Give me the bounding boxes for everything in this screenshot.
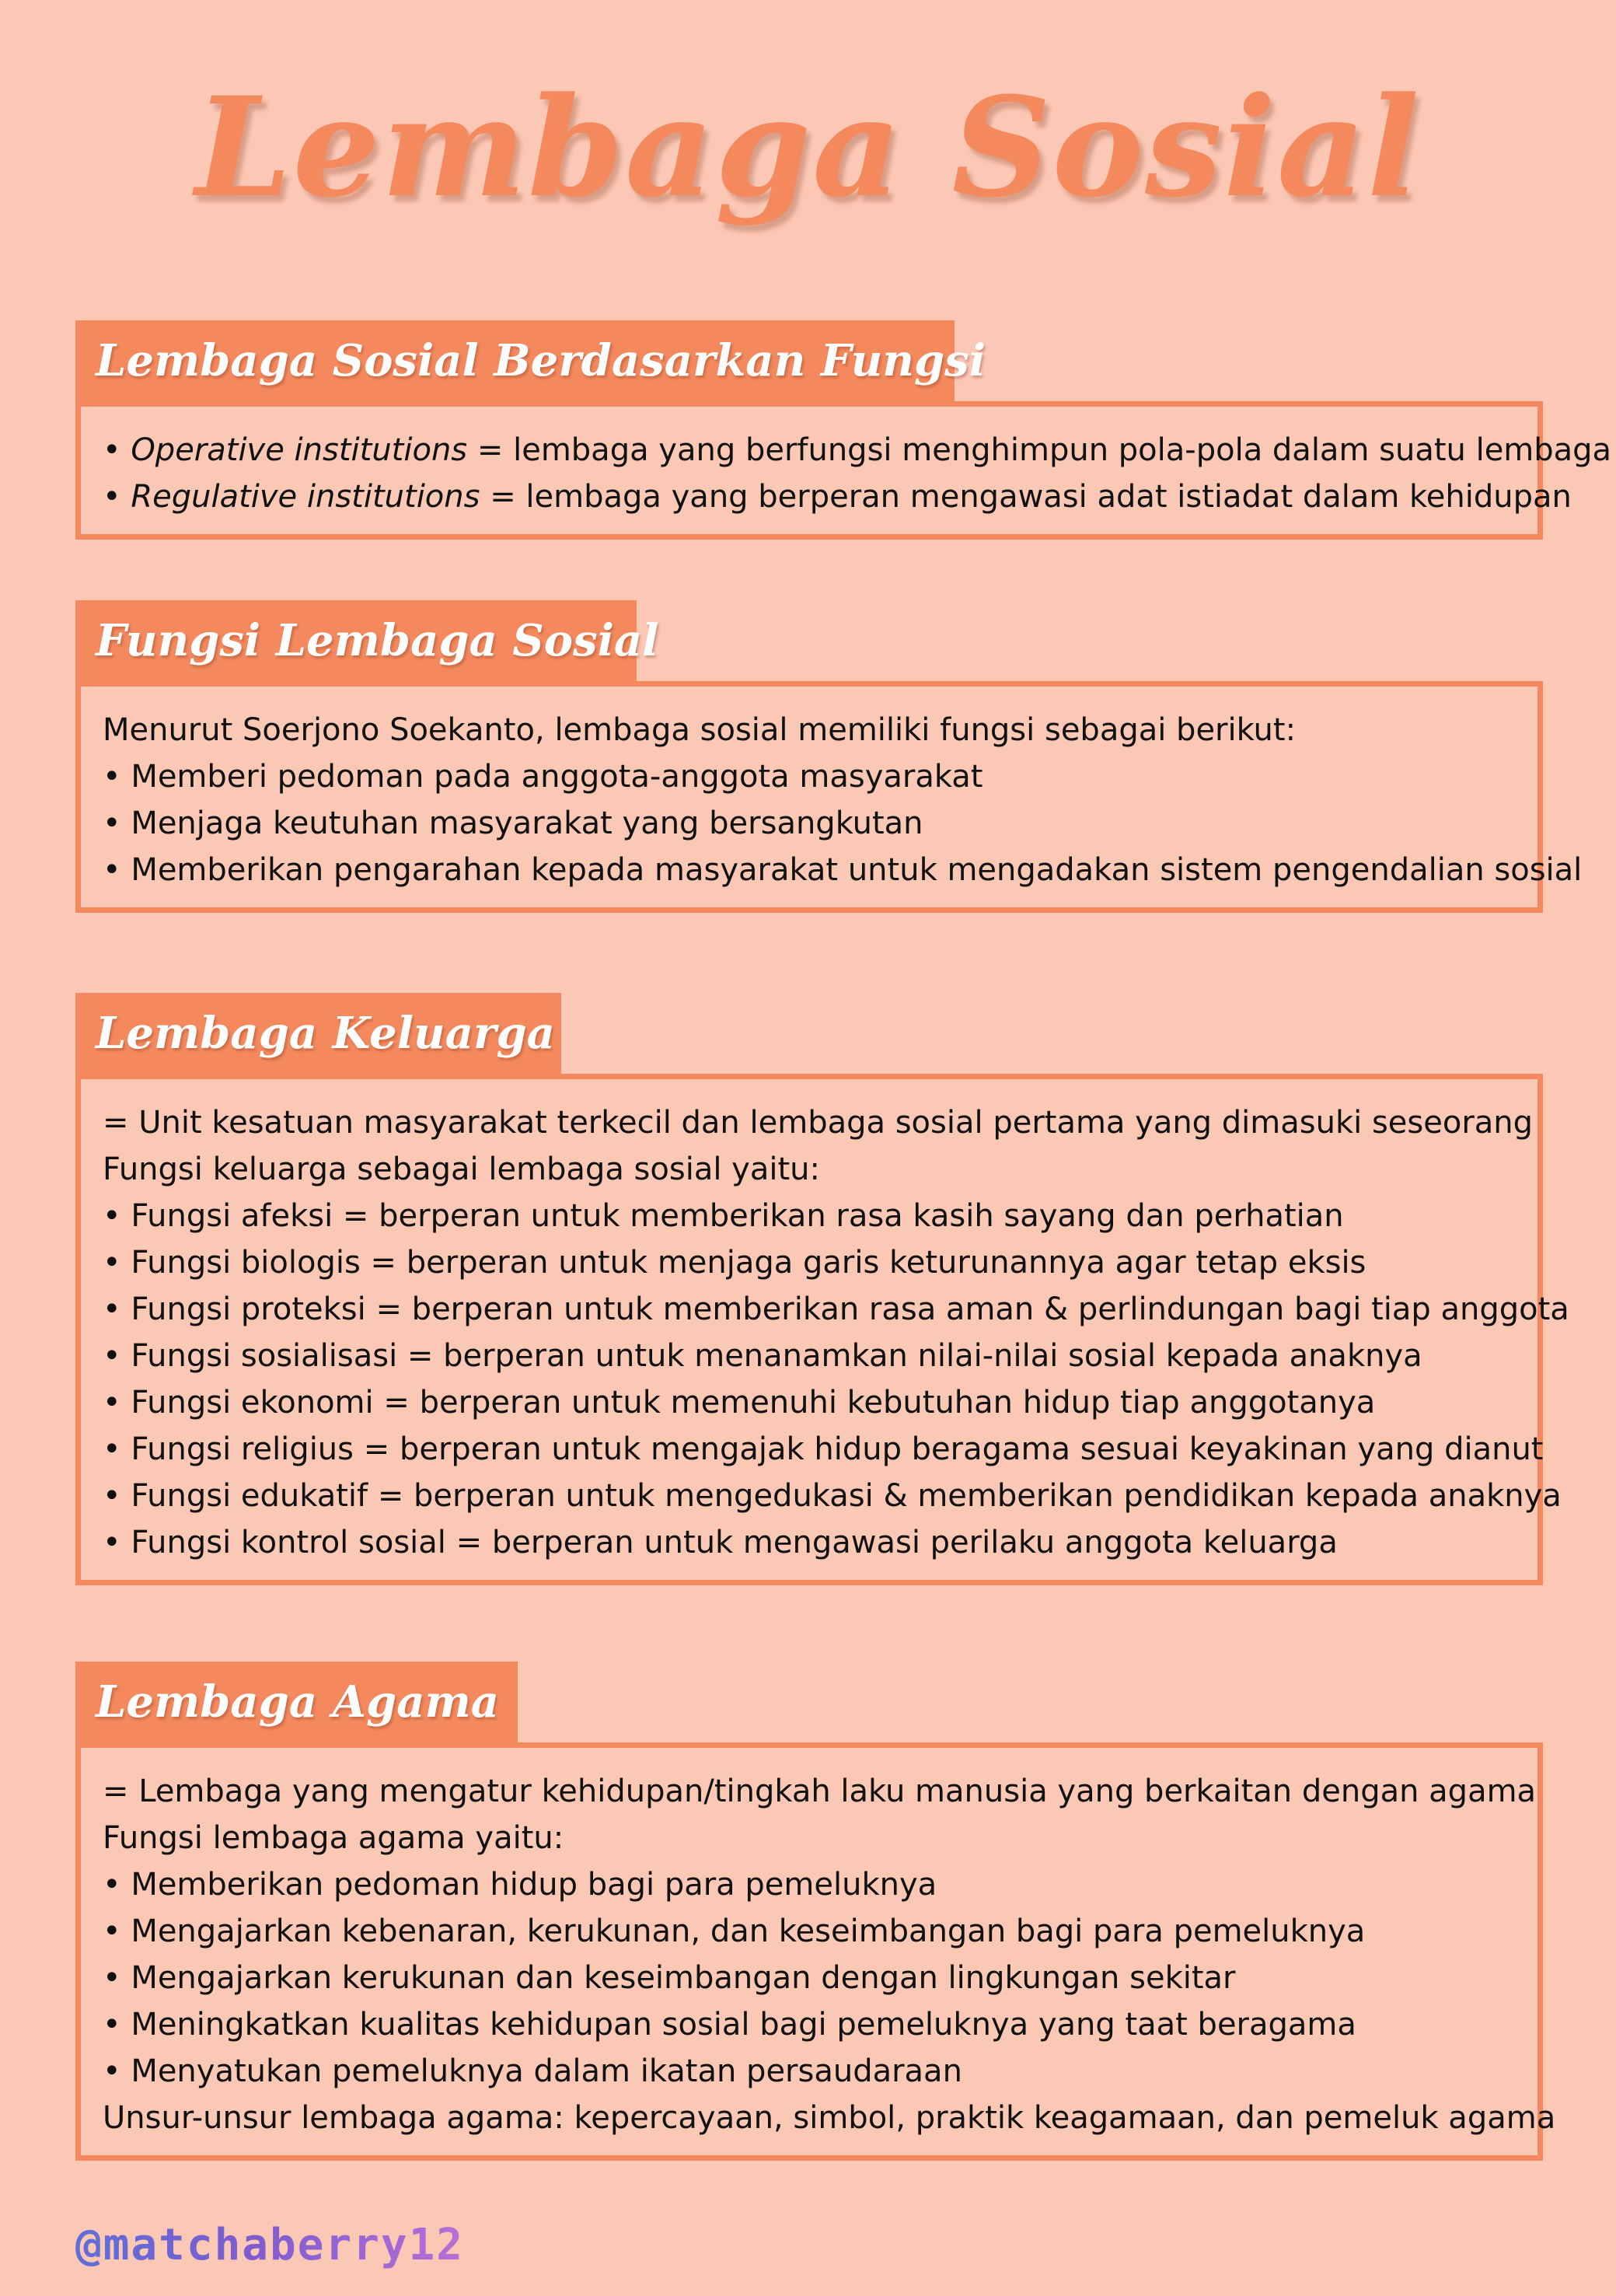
list-item: • Fungsi afeksi = berperan untuk memberikan rasa kasih sayang dan perhatian [103,1193,1516,1239]
list-item: • Fungsi proteksi = berperan untuk memberikan rasa aman & perlindungan bagi tiap anggota [103,1286,1516,1333]
list-item: • Fungsi ekonomi = berperan untuk memenuhi kebutuhan hidup tiap anggotanya [103,1379,1516,1426]
section-heading: Lembaga Sosial Berdasarkan Fungsi [75,320,955,401]
section-heading: Lembaga Agama [75,1662,518,1742]
section-content [75,681,1583,913]
list-item: • Memberi pedoman pada anggota-anggota masyarakat [103,753,1516,800]
list-item: • Mengajarkan kerukunan dan keseimbangan dengan lingkungan sekitar [103,1955,1516,2001]
list-item: • Fungsi sosialisasi = berperan untuk menanamkan nilai-nilai sosial kepada anaknya [103,1333,1516,1379]
list-item: • Operative institutions = lembaga yang berfungsi menghimpun pola-pola dalam suatu lembaga [103,427,1516,474]
section-lembaga-agama [75,1662,1556,2161]
list-item: • Menyatukan pemeluknya dalam ikatan persaudaraan [103,2048,1516,2095]
list-item: • Fungsi religius = berperan untuk mengajak hidup beragama sesuai keyakinan yang dianut [103,1426,1516,1473]
section-lembaga-keluarga [75,993,1569,1585]
list-item: • Meningkatkan kualitas kehidupan sosial bagi pemeluknya yang taat beragama [103,2001,1516,2048]
list-item: • Mengajarkan kebenaran, kerukunan, dan keseimbangan bagi para pemeluknya [103,1908,1516,1955]
definition-text: = Unit kesatuan masyarakat terkecil dan lembaga sosial pertama yang dimasuki seseorang [103,1105,1534,1141]
list-item: • Fungsi kontrol sosial = berperan untuk mengawasi perilaku anggota keluarga [103,1519,1516,1566]
section-heading: Fungsi Lembaga Sosial [75,600,637,681]
list-item: • Memberikan pengarahan kepada masyarakat untuk mengadakan sistem pengendalian sosial [103,847,1516,893]
page-title: Lembaga Sosial [195,67,1421,228]
section-fungsi-lembaga-sosial [75,600,1583,913]
section-content [75,1742,1556,2161]
author-handle: @matchaberry12 [75,2214,464,2277]
section-heading: Lembaga Keluarga [75,993,561,1074]
definition-text: = Lembaga yang mengatur kehidupan/tingkah laku manusia yang berkaitan dengan agama [103,1774,1537,1809]
section-lembaga-berdasarkan-fungsi [75,320,1612,540]
section-content [75,1074,1569,1585]
closing-text: Unsur-unsur lembaga agama: kepercayaan, simbol, praktik keagamaan, dan pemeluk agama [103,2100,1556,2136]
list-item: • Fungsi biologis = berperan untuk menjaga garis keturunannya agar tetap eksis [103,1239,1516,1286]
list-item: • Menjaga keutuhan masyarakat yang bersangkutan [103,800,1516,847]
intro-text: Fungsi keluarga sebagai lembaga sosial yaitu: [103,1151,820,1187]
intro-text: Fungsi lembaga agama yaitu: [103,1820,564,1856]
list-item: • Regulative institutions = lembaga yang berperan mengawasi adat istiadat dalam kehidupan [103,474,1516,520]
section-content [75,401,1612,540]
intro-text: Menurut Soerjono Soekanto, lembaga sosial memiliki fungsi sebagai berikut: [103,712,1297,748]
list-item: • Memberikan pedoman hidup bagi para pemeluknya [103,1861,1516,1908]
list-item: • Fungsi edukatif = berperan untuk mengedukasi & memberikan pendidikan kepada anaknya [103,1473,1516,1519]
